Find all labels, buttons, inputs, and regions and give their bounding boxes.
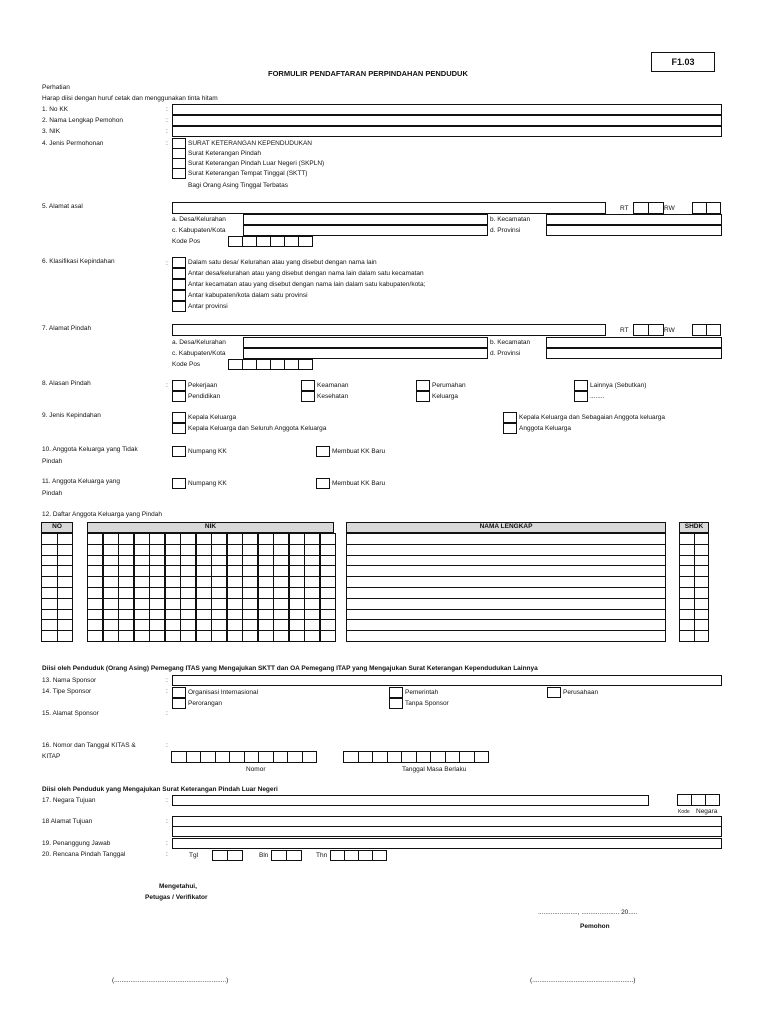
tgl-label: Tgl: [189, 852, 199, 859]
nik-field[interactable]: [172, 126, 722, 137]
option-label: Surat Keterangan Pindah Luar Negeri (SKPLN): [188, 160, 325, 167]
colon: :: [166, 797, 168, 804]
rt-label: RT: [620, 205, 629, 212]
klasifikasi-label: 6. Klasifikasi Kepindahan: [42, 258, 115, 265]
kitas-label: 16. Nomor dan Tanggal KITAS &: [42, 742, 136, 749]
no-cell[interactable]: [41, 630, 58, 642]
negara-tujuan-label: 17. Negara Tujuan: [42, 797, 96, 804]
colon: :: [166, 710, 168, 717]
option-label: Surat Keterangan Tempat Tinggal (SKTT): [188, 170, 308, 177]
kode-pos-cells[interactable]: [229, 359, 313, 370]
kk-baru-checkbox[interactable]: [316, 478, 330, 489]
tidak-pindah-label: Pindah: [42, 458, 63, 465]
option-label: Kesehatan: [317, 393, 349, 400]
option-label: Numpang KK: [188, 480, 227, 487]
kabupaten-field[interactable]: [243, 348, 488, 359]
table-header-nik: NIK: [87, 522, 334, 533]
klasifikasi-checkbox[interactable]: [172, 268, 186, 279]
alamat-tujuan-field[interactable]: [172, 826, 722, 837]
bln-label: Bln: [259, 852, 269, 859]
nik-cell[interactable]: [304, 630, 320, 642]
daftar-label: 12. Daftar Anggota Keluarga yang Pindah: [42, 511, 162, 518]
option-label: Antar provinsi: [188, 303, 228, 310]
colon: :: [166, 688, 168, 695]
nama-cell[interactable]: [346, 630, 666, 642]
option-label: Antar kecamatan atau yang disebut dengan nama lain dalam satu kabupaten/kota;: [188, 281, 426, 288]
option-label: ........: [590, 393, 605, 400]
kabupaten-label: c. Kabupaten/Kota: [172, 350, 226, 357]
sponsor-checkbox[interactable]: [389, 687, 403, 698]
rw-label: RW: [664, 205, 675, 212]
klasifikasi-checkbox[interactable]: [172, 290, 186, 301]
option-label: Antar kabupaten/kota dalam satu provinsi: [188, 292, 308, 299]
rt-label: RT: [620, 327, 629, 334]
provinsi-label: d. Provinsi: [490, 350, 521, 357]
shdk-cell[interactable]: [679, 630, 695, 642]
option-label: Anggota Keluarga: [519, 425, 572, 432]
option-label: Membuat KK Baru: [332, 480, 386, 487]
option-label: Numpang KK: [188, 448, 227, 455]
option-label: Membuat KK Baru: [332, 448, 386, 455]
klasifikasi-checkbox[interactable]: [172, 257, 186, 268]
jenis-permohonan-label: 4. Jenis Permohonan: [42, 140, 104, 147]
nik-cell[interactable]: [242, 630, 258, 642]
alamat-pindah-label: 7. Alamat Pindah: [42, 325, 92, 332]
no-cell[interactable]: [57, 630, 73, 642]
numpang-kk-checkbox[interactable]: [172, 478, 186, 489]
option-label: Pendidikan: [188, 393, 221, 400]
rw-cells[interactable]: [693, 202, 721, 214]
nik-cell[interactable]: [211, 630, 227, 642]
negara-caption: Negara: [696, 808, 718, 815]
nomor-caption: Nomor: [246, 766, 266, 773]
nik-cell[interactable]: [320, 630, 336, 642]
kecamatan-label: b. Kecamatan: [490, 339, 531, 346]
kk-baru-checkbox[interactable]: [316, 446, 330, 457]
nama-pemohon-field[interactable]: [172, 115, 722, 126]
option-label: Keamanan: [317, 382, 349, 389]
negara-code-cells[interactable]: [678, 794, 720, 806]
alasan-checkbox[interactable]: [172, 391, 186, 402]
provinsi-label: d. Provinsi: [490, 227, 521, 234]
alamat-tujuan-label: 18 Alamat Tujuan: [42, 818, 93, 825]
kitas-nomor-cells[interactable]: [172, 751, 317, 763]
nik-cell[interactable]: [165, 630, 181, 642]
thn-cells[interactable]: [331, 850, 387, 861]
rw-label: RW: [664, 327, 675, 334]
kepindahan-checkbox[interactable]: [503, 423, 517, 434]
colon: :: [166, 742, 168, 749]
option-label: Dalam satu desa/ Kelurahan atau yang disebut dengan nama lain: [188, 259, 377, 266]
section-itas: Diisi oleh Penduduk (Orang Asing) Pemegang ITAS yang Mengajukan SKTT dan OA Pemegang ITAP yang Mengajukan Surat Keterangan Kependudukan Lainnya: [42, 665, 538, 672]
jenis-kepindahan-label: 9. Jenis Kepindahan: [42, 412, 101, 419]
nama-pemohon-label: 2. Nama Lengkap Pemohon: [42, 117, 123, 124]
colon: :: [166, 382, 168, 389]
alasan-label: 8. Alasan Pindah: [42, 380, 91, 387]
colon: :: [166, 818, 168, 825]
shdk-cell[interactable]: [694, 630, 709, 642]
option-label: Bagi Orang Asing Tinggal Terbatas: [188, 182, 288, 189]
bln-cells[interactable]: [272, 850, 302, 861]
kepindahan-checkbox[interactable]: [172, 412, 186, 423]
table-header-nama: NAMA LENGKAP: [346, 522, 666, 533]
nama-sponsor-label: 13. Nama Sponsor: [42, 677, 97, 684]
nik-cell[interactable]: [227, 630, 243, 642]
rw-cells[interactable]: [693, 324, 721, 336]
nik-cell[interactable]: [180, 630, 196, 642]
kode-pos-cells[interactable]: [229, 236, 313, 247]
section-luar-negeri: Diisi oleh Penduduk yang Mengajukan Surat Keterangan Pindah Luar Negeri: [42, 786, 278, 793]
petugas: Petugas / Verifikator: [145, 894, 208, 901]
kode-caption: Kode: [678, 809, 690, 815]
rencana-label: 20. Rencana Pindah Tanggal: [42, 851, 126, 858]
rt-cells[interactable]: [634, 202, 664, 214]
colon: :: [166, 840, 168, 847]
option-label: Perusahaan: [563, 689, 599, 696]
alamat-asal-label: 5. Alamat asal: [42, 203, 83, 210]
nik-cell[interactable]: [273, 630, 289, 642]
no-kk-field[interactable]: [172, 104, 722, 115]
nik-cell[interactable]: [134, 630, 150, 642]
desa-field[interactable]: [243, 337, 488, 348]
alasan-checkbox[interactable]: [301, 380, 315, 391]
sponsor-checkbox[interactable]: [172, 698, 186, 709]
tanggal-caption: Tanggal Masa Berlaku: [402, 766, 467, 773]
colon: :: [166, 677, 168, 684]
date-line: ......................, ..................... 20.....: [538, 909, 638, 916]
tipe-sponsor-label: 14. Tipe Sponsor: [42, 688, 92, 695]
kecamatan-field[interactable]: [546, 214, 722, 225]
option-label: SURAT KETERANGAN KEPENDUDUKAN: [188, 140, 313, 147]
provinsi-field[interactable]: [546, 348, 722, 359]
nik-cell[interactable]: [258, 630, 274, 642]
desa-label: a. Desa/Kelurahan: [172, 339, 226, 346]
sponsor-checkbox[interactable]: [389, 698, 403, 709]
option-label: Perumahan: [432, 382, 466, 389]
option-label: Antar desa/kelurahan atau yang disebut dengan nama lain dalam satu kecamatan: [188, 270, 424, 277]
jenis-permohonan-checkbox[interactable]: [172, 168, 186, 179]
option-label: Lainnya (Sebutkan): [590, 382, 647, 389]
option-label: Surat Keterangan Pindah: [188, 150, 261, 157]
klasifikasi-checkbox[interactable]: [172, 301, 186, 312]
alamat-pindah-field[interactable]: [172, 324, 606, 336]
pindah-label: 11. Anggota Keluarga yang: [42, 478, 120, 485]
numpang-kk-checkbox[interactable]: [172, 446, 186, 457]
table-header-shdk: SHDK: [679, 522, 709, 533]
rt-cells[interactable]: [634, 324, 664, 336]
note-text: Harap diisi dengan huruf cetak dan menggunakan tinta hitam: [42, 95, 218, 102]
option-label: Perorangan: [188, 700, 222, 707]
tgl-cells[interactable]: [213, 850, 243, 861]
option-label: Pemerintah: [405, 689, 439, 696]
form-code: F1.03: [651, 52, 715, 72]
option-label: Kepala Keluarga dan Seluruh Anggota Keluarga: [188, 425, 327, 432]
kepindahan-checkbox[interactable]: [503, 412, 517, 423]
desa-field[interactable]: [243, 214, 488, 225]
sponsor-checkbox[interactable]: [172, 687, 186, 698]
negara-tujuan-field[interactable]: [172, 795, 649, 806]
nik-label: 3. NIK: [42, 128, 61, 135]
kabupaten-label: c. Kabupaten/Kota: [172, 227, 226, 234]
kode-pos-label: Kode Pos: [172, 238, 201, 245]
option-label: Pekerjaan: [188, 382, 218, 389]
sponsor-checkbox[interactable]: [547, 687, 561, 698]
alasan-checkbox[interactable]: [574, 380, 588, 391]
alasan-checkbox[interactable]: [172, 380, 186, 391]
colon: :: [166, 851, 168, 858]
nik-cell[interactable]: [87, 630, 103, 642]
desa-label: a. Desa/Kelurahan: [172, 216, 226, 223]
colon: :: [166, 260, 168, 267]
nik-cell[interactable]: [118, 630, 134, 642]
alasan-checkbox[interactable]: [301, 391, 315, 402]
signature-right: (........................................................): [530, 977, 636, 984]
table-header-no: NO: [41, 522, 73, 533]
penanggung-field[interactable]: [172, 838, 722, 849]
pemohon: Pemohon: [580, 923, 610, 930]
nik-cell[interactable]: [196, 630, 212, 642]
provinsi-field[interactable]: [546, 225, 722, 236]
note-heading: Perhatian: [42, 84, 70, 91]
kode-pos-label: Kode Pos: [172, 361, 201, 368]
thn-label: Thn: [316, 852, 328, 859]
colon: :: [166, 117, 168, 124]
alamat-asal-field[interactable]: [172, 202, 606, 214]
colon: :: [166, 106, 168, 113]
kecamatan-label: b. Kecamatan: [490, 216, 531, 223]
pindah-label: Pindah: [42, 490, 63, 497]
kitas-label: KITAP: [42, 753, 61, 760]
nik-cell[interactable]: [149, 630, 165, 642]
option-label: Keluarga: [432, 393, 459, 400]
colon: :: [166, 128, 168, 135]
nik-cell[interactable]: [103, 630, 119, 642]
form-title: FORMULIR PENDAFTARAN PERPINDAHAN PENDUDUK: [268, 69, 468, 78]
nik-cell[interactable]: [289, 630, 305, 642]
option-label: Kepala Keluarga: [188, 414, 237, 421]
kepindahan-checkbox[interactable]: [172, 423, 186, 434]
signature-left: (..............................................................): [112, 977, 229, 984]
kitas-tanggal-cells[interactable]: [344, 751, 489, 763]
option-label: Tanpa Sponsor: [405, 700, 449, 707]
alamat-sponsor-label: 15. Alamat Sponsor: [42, 710, 99, 717]
kabupaten-field[interactable]: [243, 225, 488, 236]
no-kk-label: 1. No KK: [42, 106, 69, 113]
option-label: Kepala Keluarga dan Sebagaian Anggota keluarga: [519, 414, 666, 421]
alasan-checkbox[interactable]: [416, 380, 430, 391]
penanggung-label: 19. Penanggung Jawab: [42, 840, 111, 847]
nama-sponsor-field[interactable]: [172, 675, 722, 686]
klasifikasi-checkbox[interactable]: [172, 279, 186, 290]
colon: :: [166, 140, 168, 147]
alasan-checkbox[interactable]: [416, 391, 430, 402]
kecamatan-field[interactable]: [546, 337, 722, 348]
tidak-pindah-label: 10. Anggota Keluarga yang Tidak: [42, 446, 138, 453]
mengetahui: Mengetahui,: [159, 883, 197, 890]
option-label: Organisasi Internasional: [188, 689, 259, 696]
alasan-checkbox[interactable]: [574, 391, 588, 402]
